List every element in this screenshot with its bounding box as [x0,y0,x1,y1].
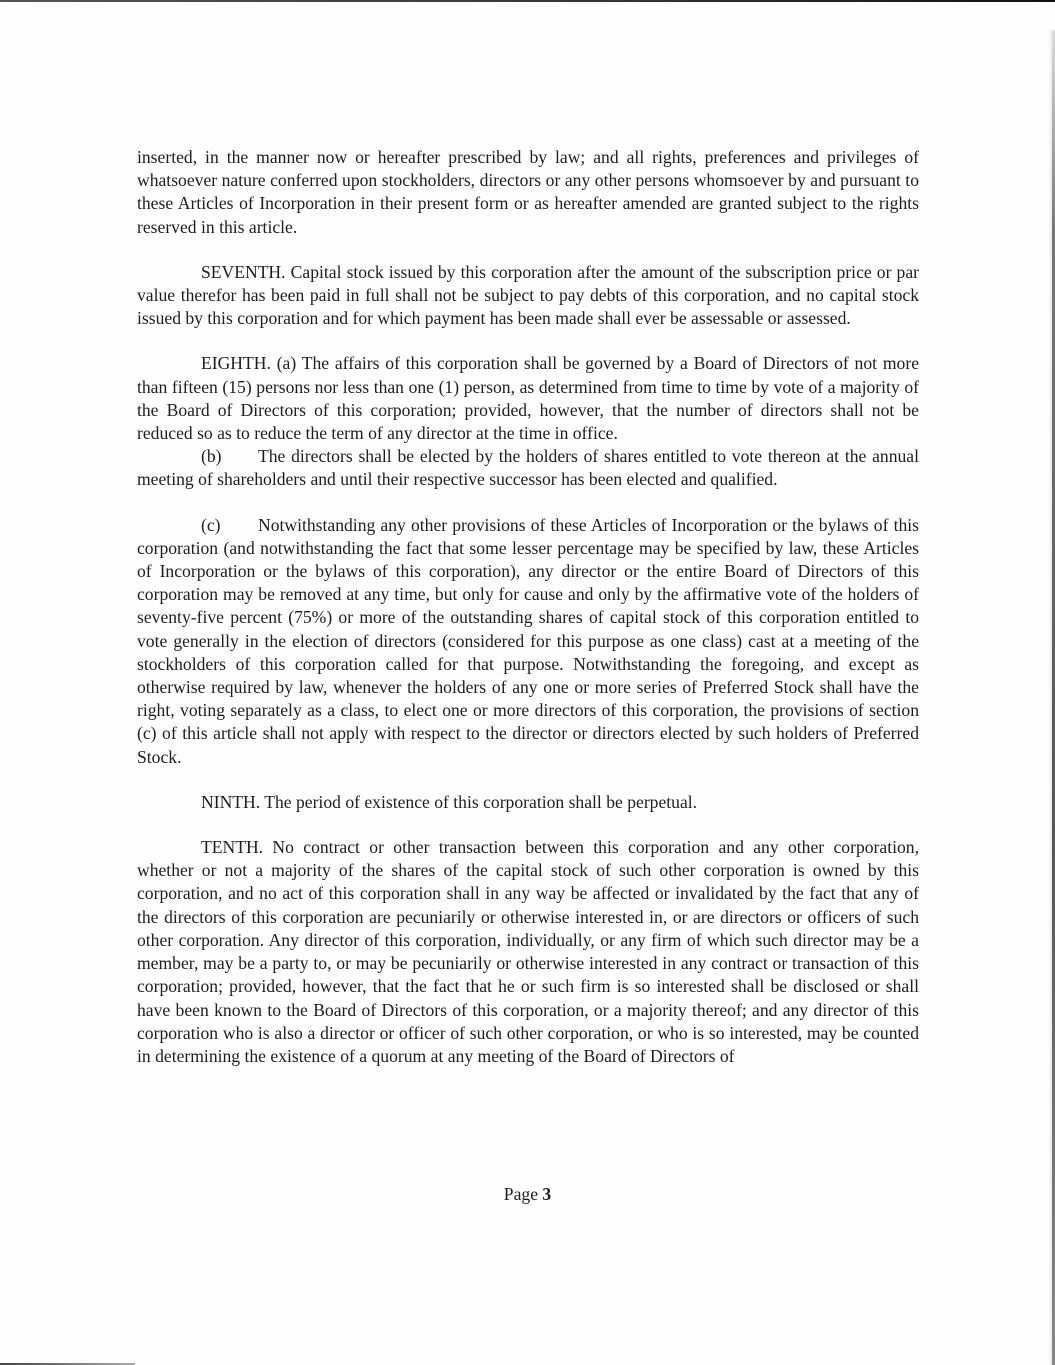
article-tenth-text: No contract or other transaction between this corporation and any other corporation, whether or not a majority of the shares of the capital stock of such other corporation is owned by this corporation, and no act of this corporation shall in any way be affected or invalidated by the fact that any of the directors of this corporation are pecuniarily or otherwise interested in, or are directors or officers of such other corporation. Any director of this corporation, individually, or any firm of which such director may be a member, may be a party to, or may be pecuniarily or otherwise interested in any contract or transaction of this corporation; provided, however, that the fact that he or such firm is so interested shall be disclosed or shall have been known to the Board of Directors of this corporation, or a majority thereof; and any director of this corporation who is also a director or officer of such other corporation, or who is so interested, may be counted in determining the existence of a quorum at any meeting of the Board of Directors of [137,837,919,1066]
article-eighth-b [137,445,919,491]
article-eighth-a-text: The affairs of this corporation shall be governed by a Board of Directors of not more than fifteen (15) persons nor less than one (1) person, as determined from time to time by vote of a majority of the Board of Directors of this corporation; provided, however, that the number of directors shall not be reduced so as to reduce the term of any director at the time in office. [137,353,919,444]
page-footer [0,1184,1055,1205]
article-eighth-c-label: (c) [201,514,221,535]
article-tenth-heading: TENTH. [201,837,264,858]
article-eighth-c-text: Notwithstanding any other provisions of these Articles of Incorporation or the bylaws of this corporation (and notwithstanding the fact that some lesser percentage may be specified by law, these Articles of Incorporation or the bylaws of this corporation), any director or the entire Board of Directors of this corporation may be removed at any time, but only for cause and only by the affirmative vote of the holders of seventy-five percent (75%) or more of the outstanding shares of capital stock of this corporation entitled to vote generally in the election of directors (considered for this purpose as one class) cast at a meeting of the stockholders of this corporation called for that purpose. Notwithstanding the foregoing, and except as otherwise required by law, whenever the holders of any one or more series of Preferred Stock shall have the right, voting separately as a class, to elect one or more directors of this corporation, the provisions of section (c) of this article shall not apply with respect to the director or directors elected by such holders of Preferred Stock. [137,514,919,767]
article-ninth [137,791,919,814]
article-eighth-b-label: (b) [201,446,222,467]
article-eighth-a [137,352,919,445]
article-seventh-heading: SEVENTH. [201,261,286,282]
article-eighth-a-label: (a) [276,353,297,374]
page-label: Page [503,1184,538,1204]
article-ninth-heading: NINTH. [201,791,261,812]
article-seventh [137,261,919,331]
document-page [137,146,919,1068]
article-eighth-heading: EIGHTH. [201,353,271,374]
continuation-paragraph [137,146,919,239]
article-tenth [137,836,919,1068]
continuation-text: inserted, in the manner now or hereafter prescribed by law; and all rights, preferences and privileges of whatsoever nature conferred upon stockholders, directors or any other persons whomsoever by and pursuant to these Articles of Incorporation in their present form or as hereafter amended are granted subject to the rights reserved in this article. [137,147,919,237]
scan-top-edge [0,0,1055,2]
article-eighth-b-text: The directors shall be elected by the holders of shares entitled to vote thereon at the annual meeting of shareholders and until their respective successor has been elected and qualified. [137,446,919,490]
article-ninth-text: The period of existence of this corporation shall be perpetual. [264,791,698,812]
article-eighth-c [137,514,919,769]
page-number: 3 [542,1184,552,1204]
article-seventh-text: Capital stock issued by this corporation after the amount of the subscription price or par value therefor has been paid in full shall not be subject to pay debts of this corporation, and no capital stock issued by this corporation and for which payment has been made shall ever be assessable or assessed. [137,261,919,329]
